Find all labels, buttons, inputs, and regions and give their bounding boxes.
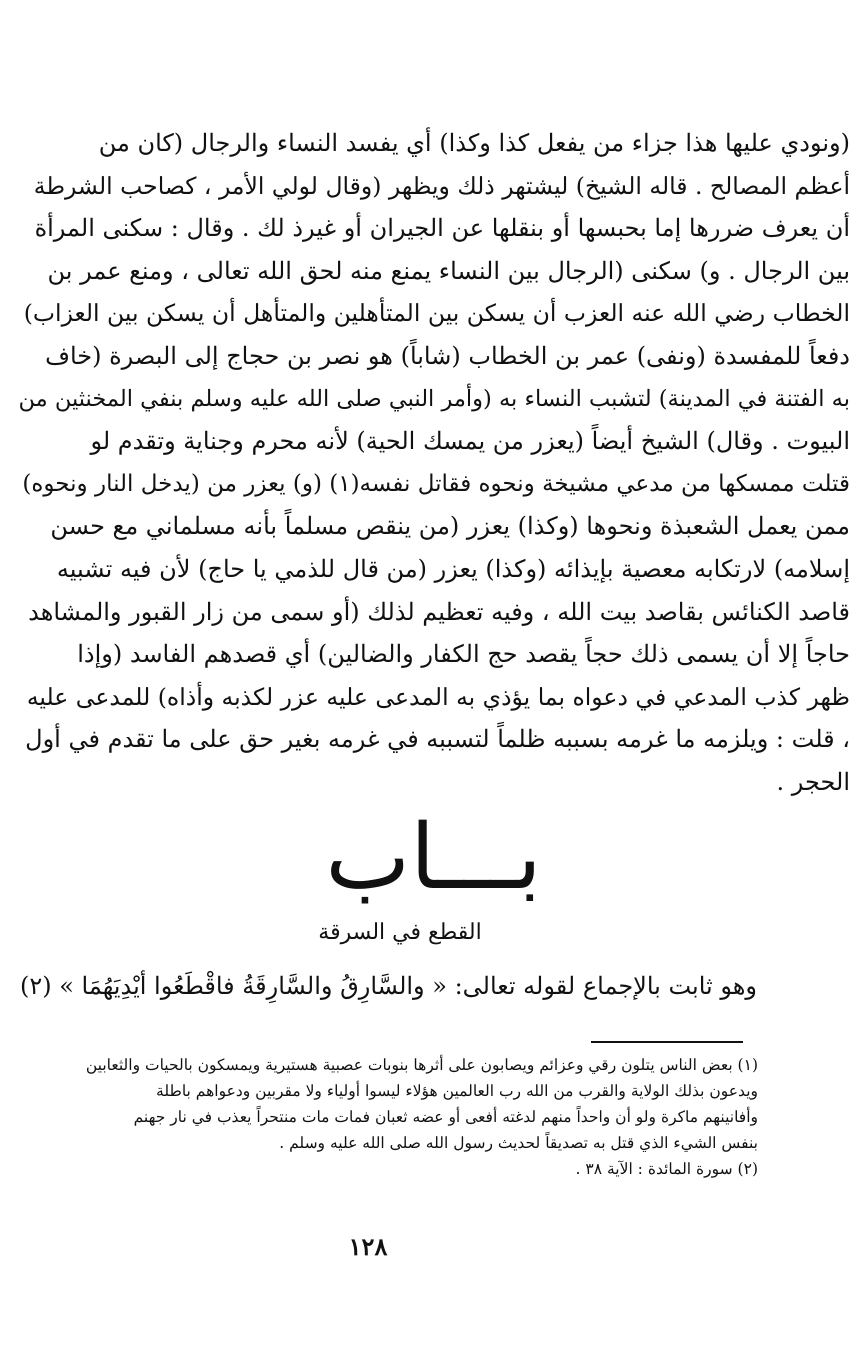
- text-line: أن يعرف ضررها إما بحبسها أو بنقلها عن الجيران أو غيرذ لك . وقال : سكنى المرأة: [34, 214, 850, 243]
- footnote-divider: [591, 1041, 743, 1043]
- footnote-line: ويدعون بذلك الولاية والقرب من الله رب العالمين هؤلاء ليسوا أولياء ولا مقربين ودعواهم باطلة: [156, 1082, 758, 1100]
- text-line: ، قلت : ويلزمه ما غرمه بسببه ظلماً لتسببه في غرمه بغير حق على ما تقدم في أول: [25, 725, 850, 754]
- text-line: دفعاً للمفسدة (ونفى) عمر بن الخطاب (شاباً) هو نصر بن حجاج إلى البصرة (خاف: [45, 341, 850, 370]
- text-line: (ونودي عليها هذا جزاء من يفعل كذا وكذا) أي يفسد النساء والرجال (كان من: [98, 129, 850, 157]
- quran-verse-line: وهو ثابت بالإجماع لقوله تعالى: « والسَّارِقُ والسَّارِقَةُ فاقْطَعُوا أيْدِيَهُمَا » (٢): [19, 972, 757, 1000]
- text-line: قتلت ممسكها من مدعي مشيخة ونحوه فقاتل نفسه(١) (و) يعزر من (يدخل النار ونحوه): [22, 470, 850, 497]
- footnote-line: بنفس الشيء الذي قتل به تصديقاً لحديث رسول الله صلى الله عليه وسلم .: [279, 1134, 758, 1152]
- text-line: قاصد الكنائس بقاصد بيت الله ، وفيه تعظيم لذلك (أو سمى من زار القبور والمشاهد: [28, 597, 850, 626]
- text-line: حاجاً إلا أن يسمى ذلك حجاً يقصد حج الكفار والضالين) أي قصدهم الفاسد (وإذا: [77, 640, 850, 669]
- text-line: إسلامه) لارتكابه معصية بإيذائه (وكذا) يعزر (من قال للذمي يا حاج) لأن فيه تشبيه: [56, 554, 850, 583]
- footnote-line: (١) بعض الناس يتلون رقي وعزائم ويصابون على أثرها بنوبات عصبية هستيرية ويمسكون بالحيات والثعابين: [85, 1056, 758, 1074]
- page-number: ١٢٨: [348, 1232, 388, 1261]
- text-line: البيوت . وقال) الشيخ أيضاً (يعزر من يمسك الحية) لأنه محرم وجناية وتقدم لو: [90, 427, 850, 456]
- chapter-heading: بـــاب: [325, 805, 542, 910]
- footnote-line: (٢) سورة المائدة : الآية ٣٨ .: [575, 1160, 758, 1178]
- main-text-block: [18, 122, 850, 804]
- footnotes-block: [18, 1052, 758, 1182]
- text-line: ظهر كذب المدعي في دعواه بما يؤذي به المدعى عليه عزر لكذبه وأذاه) للمدعى عليه: [26, 682, 850, 711]
- footnote-line: وأفانينهم ماكرة ولو أن واحداً منهم لدغته أفعى أو عضه ثعبان فمات مات منتحراً يعذب في نار جهنم: [133, 1108, 758, 1126]
- text-line: الحجر .: [776, 767, 850, 796]
- text-line: ممن يعمل الشعبذة ونحوها (وكذا) يعزر (من ينقص مسلماً بأنه مسلماني مع حسن: [50, 512, 850, 541]
- text-line: بين الرجال . و) سكنى (الرجال بين النساء يمنع منه لحق الله تعالى ، ومنع عمر بن: [47, 256, 850, 285]
- chapter-subheading: القطع في السرقة: [318, 920, 482, 945]
- text-line: الخطاب رضي الله عنه العزب أن يسكن بين المتأهلين والمتأهل أن يسكن بين العزاب): [23, 299, 850, 328]
- text-line: به الفتنة في المدينة) لتشبب النساء به (وأمر النبي صلى الله عليه وسلم بنفي المخنثين من: [18, 385, 850, 412]
- text-line: أعظم المصالح . قاله الشيخ) ليشتهر ذلك ويظهر (وقال لولي الأمر ، كصاحب الشرطة: [33, 171, 850, 200]
